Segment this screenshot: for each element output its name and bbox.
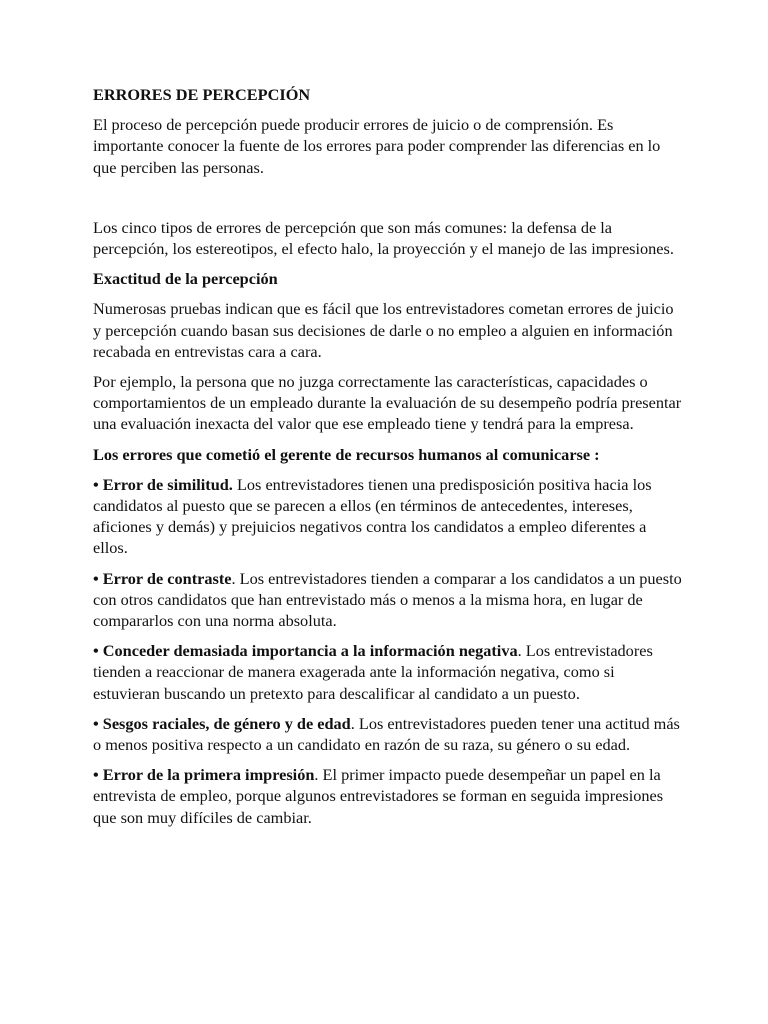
error-item-text: . Los entrevistadores pueden tener una actitud más o menos positiva respecto a un candidato en razón de su raza, su género o su edad. xyxy=(93,713,680,755)
accuracy-heading: Exactitud de la percepción xyxy=(93,269,278,289)
intro-paragraph: El proceso de percepción puede producir errores de juicio o de comprensión. Es importante conocer la fuente de los errores para poder comprender las diferencias en lo que perciben las personas. xyxy=(93,115,661,177)
error-item-text: . Los entrevistadores tienden a reaccionar de manera exagerada ante la información negativa, como si estuvieran buscando un pretexto para descalificar al candidato a un puesto. xyxy=(93,641,653,703)
accuracy-paragraph-2: Por ejemplo, la persona que no juzga correctamente las características, capacidades o comportamientos de un empleado durante la evaluación de su desempeño podría presentar una evaluación inexacta del valor que ese empleado tiene y tendrá para la empresa. xyxy=(93,372,682,434)
error-item-title: • Error de la primera impresión xyxy=(93,765,315,785)
error-item-title: • Error de contraste xyxy=(93,568,232,588)
error-types-paragraph: Los cinco tipos de errores de percepción que son más comunes: la defensa de la percepción, los estereotipos, el efecto halo, la proyección y el manejo de las impresiones. xyxy=(93,217,674,259)
error-item-negative-information xyxy=(93,640,683,704)
accuracy-paragraph-1: Numerosas pruebas indican que es fácil que los entrevistadores cometan errores de juicio y percepción cuando basan sus decisiones de darle o no empleo a alguien en información recabada en entrevistas cara a cara. xyxy=(93,299,674,361)
error-item-contrast xyxy=(93,568,683,632)
error-item-text: Los entrevistadores tienen una predisposición positiva hacia los candidatos al puesto que se parecen a ellos (en términos de antecedentes, intereses, aficiones y demás) y prejuicios negativos contra los candidatos a empleo diferentes a ellos. xyxy=(93,474,652,558)
error-item-bias xyxy=(93,713,683,755)
error-item-similarity xyxy=(93,474,683,559)
error-item-text: . El primer impacto puede desempeñar un papel en la entrevista de empleo, porque algunos entrevistadores se forman en seguida impresiones que son muy difíciles de cambiar. xyxy=(93,765,664,827)
error-item-title: • Sesgos raciales, de género y de edad xyxy=(93,713,351,733)
document-page xyxy=(93,84,683,837)
document-title: ERRORES DE PERCEPCIÓN xyxy=(93,85,311,104)
errors-heading: Los errores que cometió el gerente de recursos humanos al comunicarse : xyxy=(93,444,600,464)
error-item-title: • Error de similitud. xyxy=(93,474,233,494)
error-item-first-impression xyxy=(93,764,683,828)
error-item-title: • Conceder demasiada importancia a la información negativa xyxy=(93,641,518,661)
error-item-text: . Los entrevistadores tienden a comparar a los candidatos a un puesto con otros candidatos que han entrevistado más o menos a la misma hora, en lugar de compararlos con una norma absoluta. xyxy=(93,568,682,631)
paragraph-spacer xyxy=(93,187,683,217)
